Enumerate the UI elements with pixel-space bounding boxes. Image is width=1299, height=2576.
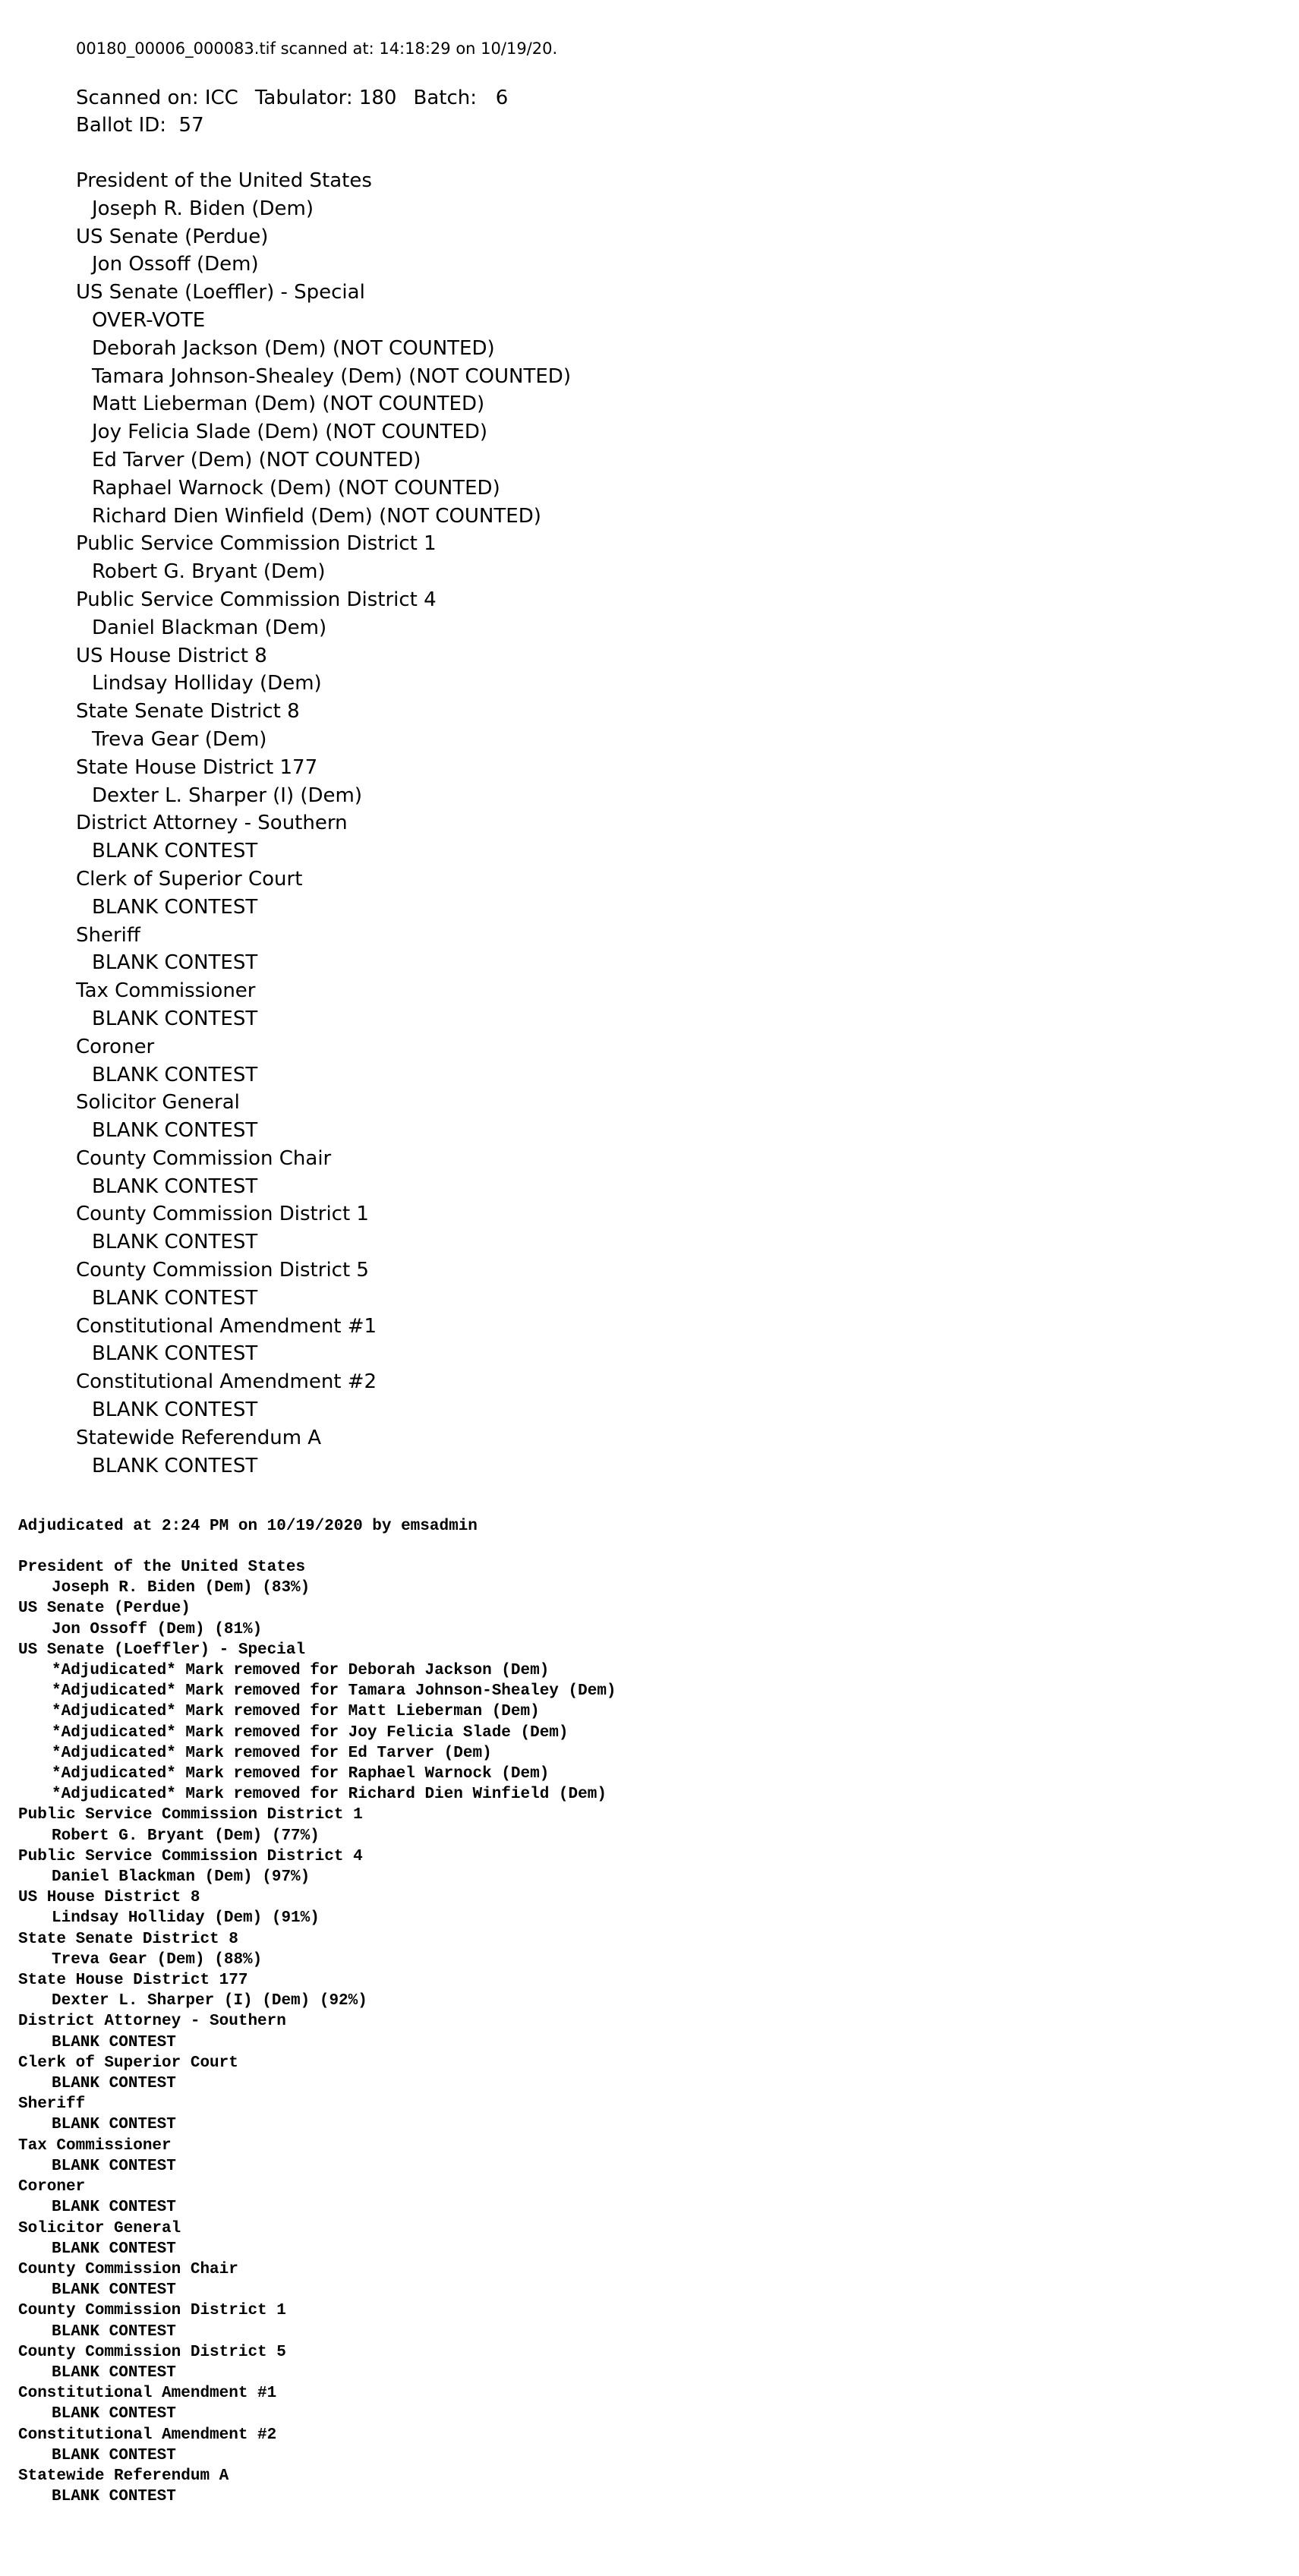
contest-choice: BLANK CONTEST xyxy=(52,2157,176,2175)
contest-title: US House District 8 xyxy=(76,644,267,667)
ballot-id-label: Ballot ID: 57 xyxy=(76,114,204,137)
contest-title: Constitutional Amendment #1 xyxy=(76,1314,377,1338)
contest-title: County Commission Chair xyxy=(76,1146,332,1170)
contest-title: Solicitor General xyxy=(76,1091,240,1115)
contest-choice: Richard Dien Winfield (Dem) (NOT COUNTED) xyxy=(92,504,541,528)
contest-title: Tax Commissioner xyxy=(18,2136,172,2155)
contest-title: President of the United States xyxy=(18,1559,306,1576)
adjudication-header: Adjudicated at 2:24 PM on 10/19/2020 by emsadmin xyxy=(18,1518,478,1535)
contest-choice: *Adjudicated* Mark removed for Tamara Johnson-Shealey (Dem) xyxy=(52,1682,616,1701)
contest-choice: Ed Tarver (Dem) (NOT COUNTED) xyxy=(92,448,421,471)
contest-title: Statewide Referendum A xyxy=(18,2467,229,2485)
contest-title: State House District 177 xyxy=(76,755,318,779)
contest-choice: *Adjudicated* Mark removed for Deborah Jackson (Dem) xyxy=(52,1662,550,1680)
contest-title: State Senate District 8 xyxy=(18,1930,238,1948)
contest-title: County Commission District 1 xyxy=(76,1203,369,1226)
contest-choice: BLANK CONTEST xyxy=(52,2199,176,2217)
contest-choice: BLANK CONTEST xyxy=(92,1231,258,1254)
contest-choice: BLANK CONTEST xyxy=(52,2363,176,2382)
contest-title: Statewide Referendum A xyxy=(76,1426,322,1449)
contest-choice: OVER-VOTE xyxy=(92,308,206,332)
contest-choice: Dexter L. Sharper (I) (Dem) (92%) xyxy=(52,1992,367,2010)
contest-title: County Commission District 1 xyxy=(18,2302,286,2320)
contest-choice: *Adjudicated* Mark removed for Richard Dien Winfield (Dem) xyxy=(52,1786,607,1804)
contest-choice: BLANK CONTEST xyxy=(52,2033,176,2051)
contest-choice: Joy Felicia Slade (Dem) (NOT COUNTED) xyxy=(92,421,488,444)
contest-choice: Joseph R. Biden (Dem) xyxy=(92,197,314,220)
contest-choice: BLANK CONTEST xyxy=(92,1398,258,1422)
contest-choice: Jon Ossoff (Dem) (81%) xyxy=(52,1620,263,1638)
contest-choice: BLANK CONTEST xyxy=(52,2240,176,2258)
contest-title: US House District 8 xyxy=(18,1889,200,1907)
contest-title: Constitutional Amendment #2 xyxy=(76,1370,377,1394)
contest-title: County Commission District 5 xyxy=(18,2343,286,2361)
tabulator-label: Tabulator: 180 xyxy=(254,87,397,109)
contest-title: Coroner xyxy=(18,2178,86,2196)
contest-title: District Attorney - Southern xyxy=(76,812,348,835)
contest-title: US Senate (Perdue) xyxy=(76,225,269,248)
contest-choice: Daniel Blackman (Dem) xyxy=(92,616,327,639)
contest-choice: BLANK CONTEST xyxy=(52,2116,176,2134)
contest-title: County Commission Chair xyxy=(18,2260,238,2278)
ballot-id-row xyxy=(76,112,508,139)
scan-info-block xyxy=(76,84,508,139)
contest-title: Solicitor General xyxy=(18,2219,181,2237)
contest-choice: Treva Gear (Dem) xyxy=(92,727,267,751)
contest-choice: *Adjudicated* Mark removed for Matt Lieberman (Dem) xyxy=(52,1703,540,1721)
contest-title: Tax Commissioner xyxy=(76,979,256,1003)
contest-choice: BLANK CONTEST xyxy=(52,2446,176,2464)
contest-title: State Senate District 8 xyxy=(76,700,300,724)
contest-title: State House District 177 xyxy=(18,1972,248,1990)
contest-choice: BLANK CONTEST xyxy=(52,2405,176,2423)
contest-title: President of the United States xyxy=(76,169,372,192)
contest-choice: BLANK CONTEST xyxy=(52,2322,176,2341)
contest-title: Constitutional Amendment #1 xyxy=(18,2385,277,2403)
adjudication-contest-list xyxy=(18,1557,616,2507)
contest-choice: BLANK CONTEST xyxy=(92,1007,258,1030)
contest-title: Coroner xyxy=(76,1035,155,1058)
ballot-contest-list xyxy=(76,167,571,1480)
contest-choice: Tamara Johnson-Shealey (Dem) (NOT COUNTED) xyxy=(92,364,571,388)
contest-choice: Lindsay Holliday (Dem) xyxy=(92,672,322,695)
contest-choice: Joseph R. Biden (Dem) (83%) xyxy=(52,1579,311,1597)
contest-choice: BLANK CONTEST xyxy=(92,895,258,919)
contest-title: US Senate (Loeffler) - Special xyxy=(76,281,365,304)
contest-choice: BLANK CONTEST xyxy=(52,2281,176,2300)
contest-choice: BLANK CONTEST xyxy=(92,1454,258,1477)
contest-choice: BLANK CONTEST xyxy=(92,1119,258,1143)
contest-title: Clerk of Superior Court xyxy=(76,867,303,891)
contest-choice: BLANK CONTEST xyxy=(92,1063,258,1086)
contest-title: County Commission District 5 xyxy=(76,1259,369,1282)
contest-choice: Dexter L. Sharper (I) (Dem) xyxy=(92,784,363,807)
contest-title: Public Service Commission District 4 xyxy=(76,588,437,611)
contest-title: Sheriff xyxy=(76,923,140,947)
contest-choice: Daniel Blackman (Dem) (97%) xyxy=(52,1868,311,1887)
contest-choice: BLANK CONTEST xyxy=(92,1174,258,1198)
contest-choice: Raphael Warnock (Dem) (NOT COUNTED) xyxy=(92,476,500,500)
contest-choice: *Adjudicated* Mark removed for Ed Tarver (Dem) xyxy=(52,1744,492,1762)
contest-choice: BLANK CONTEST xyxy=(92,951,258,975)
batch-label: Batch: 6 xyxy=(413,87,509,109)
contest-choice: BLANK CONTEST xyxy=(52,2488,176,2506)
contest-title: US Senate (Loeffler) - Special xyxy=(18,1641,306,1659)
scan-header-line: 00180_00006_000083.tif scanned at: 14:18:29 on 10/19/20. xyxy=(76,39,558,58)
contest-choice: BLANK CONTEST xyxy=(92,1286,258,1310)
scan-info-row xyxy=(76,84,508,112)
contest-title: Constitutional Amendment #2 xyxy=(18,2426,277,2444)
contest-choice: Deborah Jackson (Dem) (NOT COUNTED) xyxy=(92,336,495,360)
contest-choice: BLANK CONTEST xyxy=(52,2075,176,2093)
contest-choice: Treva Gear (Dem) (88%) xyxy=(52,1950,263,1969)
contest-title: Sheriff xyxy=(18,2095,86,2114)
contest-title: US Senate (Perdue) xyxy=(18,1600,191,1618)
contest-choice: Jon Ossoff (Dem) xyxy=(92,253,259,276)
contest-title: District Attorney - Southern xyxy=(18,2013,286,2031)
contest-choice: BLANK CONTEST xyxy=(92,840,258,863)
scanned-on-label: Scanned on: ICC xyxy=(76,87,238,109)
contest-choice: *Adjudicated* Mark removed for Joy Felicia Slade (Dem) xyxy=(52,1723,569,1742)
contest-choice: *Adjudicated* Mark removed for Raphael Warnock (Dem) xyxy=(52,1765,550,1783)
contest-title: Clerk of Superior Court xyxy=(18,2054,238,2072)
contest-title: Public Service Commission District 4 xyxy=(18,1847,363,1865)
contest-title: Public Service Commission District 1 xyxy=(18,1806,363,1824)
contest-choice: Lindsay Holliday (Dem) (91%) xyxy=(52,1909,320,1928)
contest-choice: Robert G. Bryant (Dem) (77%) xyxy=(52,1827,320,1845)
contest-choice: BLANK CONTEST xyxy=(92,1342,258,1366)
contest-title: Public Service Commission District 1 xyxy=(76,532,437,556)
contest-choice: Robert G. Bryant (Dem) xyxy=(92,560,326,584)
contest-choice: Matt Lieberman (Dem) (NOT COUNTED) xyxy=(92,393,485,416)
